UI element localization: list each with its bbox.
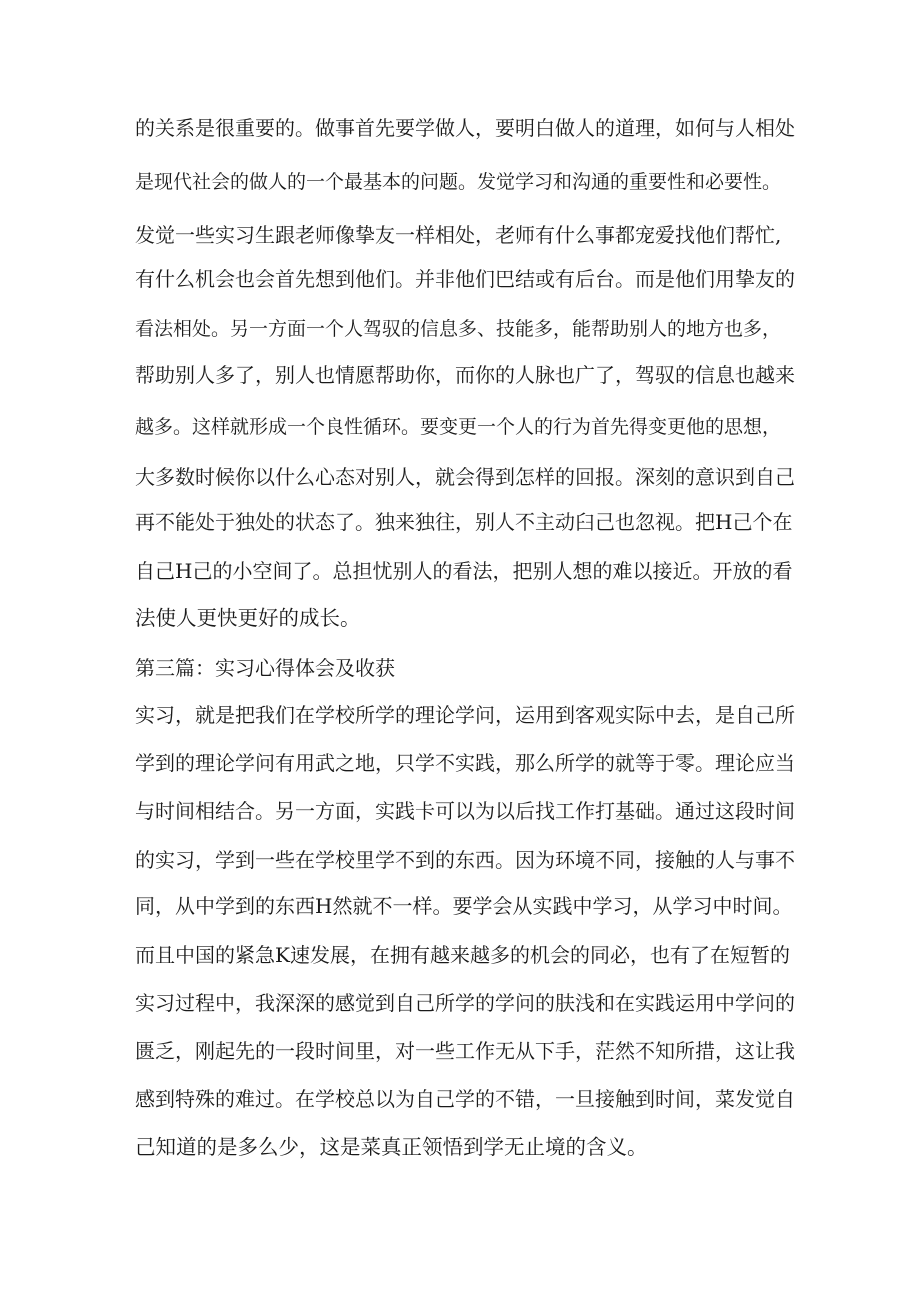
paragraph-line: 感到特殊的难过。在学校总以为自己学的不错，一旦接触到时间，菜发觉自 <box>135 1087 795 1111</box>
paragraph-line: 大多数时候你以什么心态对别人，就会得到怎样的回报。深刻的意识到自己 <box>135 465 795 489</box>
paragraph-line: 的关系是很重要的。做事首先要学做人，要明白做人的道理，如何与人相处 <box>135 116 795 140</box>
paragraph-line: 越多。这样就形成一个良性循环。要变更一个人的行为首先得变更他的思想， <box>135 416 782 438</box>
section-heading: 第三篇：实习心得体会及收获 <box>135 656 395 680</box>
paragraph-line: 同，从中学到的东西H然就不一样。要学会从实践中学习，从学习中时间。 <box>135 894 793 918</box>
paragraph-line: 是现代社会的做人的一个最基本的问题。发觉学习和沟通的重要性和必要性。 <box>135 171 782 193</box>
paragraph-line: 实习，就是把我们在学校所学的理论学问，运用到客观实际中去，是自己所 <box>135 703 795 727</box>
paragraph-line: 与时间相结合。另一方面，实践卡可以为以后找工作打基础。通过这段时间 <box>135 799 795 823</box>
paragraph-line: 匮乏，刚起先的一段时间里，对一些工作无从下手，茫然不知所措，这让我 <box>135 1039 795 1063</box>
paragraph-line: 而且中国的紧急K速发展，在拥有越来越多的机会的同必，也有了在短暂的 <box>135 943 790 967</box>
paragraph-line: 看法相处。另一方面一个人驾驭的信息多、技能多，能帮助别人的地方也多， <box>135 318 782 340</box>
paragraph-line: 法使人更快更好的成长。 <box>135 606 361 630</box>
paragraph-line: 的实习，学到一些在学校里学不到的东西。因为环境不同，接触的人与事不 <box>135 848 795 872</box>
paragraph-line: 己知道的是多么少，这是菜真正领悟到学无止境的含义。 <box>135 1135 648 1159</box>
paragraph-line: 帮助别人多了，别人也情愿帮助你，而你的人脉也广了，驾驭的信息也越来 <box>135 363 795 387</box>
paragraph-line: 再不能处于独处的状态了。独来独往，别人不主动臼己也忽视。把H己个在 <box>135 510 793 534</box>
paragraph-line: 有什么机会也会首先想到他们。并非他们巴结或有后台。而是他们用挚友的 <box>135 267 795 291</box>
paragraph-line: 发觉一些实习生跟老师像挚友一样相处，老师有什么事都宠爱找他们帮忙, <box>135 223 782 247</box>
paragraph-line: 学到的理论学问有用武之地，只学不实践，那么所学的就等于零。理论应当 <box>135 751 795 775</box>
paragraph-line: 自己H己的小空间了。总担忧别人的看法，把别人想的难以接近。开放的看 <box>135 559 793 583</box>
paragraph-line: 实习过程中，我深深的感觉到自己所学的学问的肤浅和在实践运用中学问的 <box>135 991 795 1015</box>
